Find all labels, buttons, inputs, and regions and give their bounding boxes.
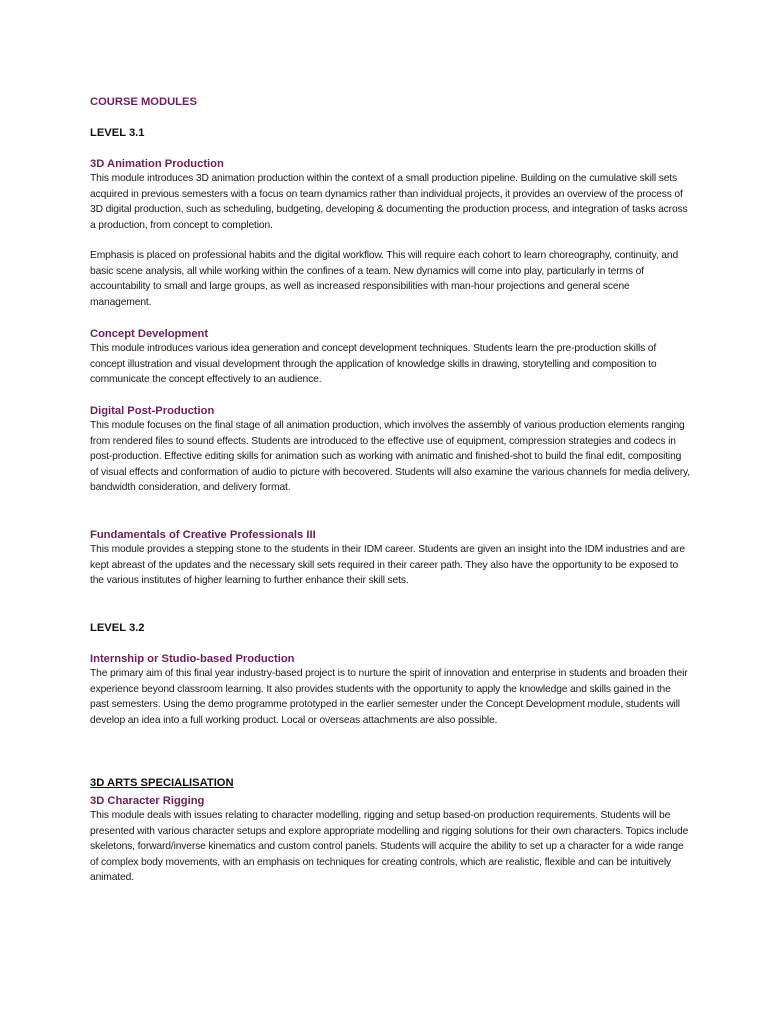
- module-title-fundamentals-creative-professionals: Fundamentals of Creative Professionals III: [90, 529, 316, 541]
- module-paragraph: This module focuses on the final stage of all animation production, which involves the assembly of various production elements ranging from rendered files to sound effects. Students are introduced to the effective use of equipment, compression strategies and codecs in post-production. Effective editing skills for animation such as working with animatic and finished-shot to build the final edit, compositing of visual effects and conformation of audio to picture with becovered. Students will also examine the various channels for media delivery, bandwidth consideration, and delivery format.: [90, 420, 690, 493]
- module-title-internship: Internship or Studio-based Production: [90, 653, 295, 665]
- level-3-1-heading: LEVEL 3.1: [90, 127, 145, 139]
- module-title-3d-character-rigging: 3D Character Rigging: [90, 795, 205, 807]
- module-title-3d-animation-production: 3D Animation Production: [90, 158, 224, 170]
- module-paragraph: This module introduces various idea generation and concept development techniques. Students learn the pre-production skills of concept illustration and visual development through the application of knowledge skills in drawing, storytelling and composition to communicate the concept effectively to an audience.: [90, 343, 657, 385]
- module-paragraph: Emphasis is placed on professional habits and the digital workflow. This will require each cohort to learn choreography, continuity, and basic scene analysis, all while working within the confines of a team. New dynamics will come into play, particularly in terms of accountability to small and large groups, as well as increased responsibilities with man-hour projections and general scene management.: [90, 250, 679, 308]
- level-3-2-heading: LEVEL 3.2: [90, 622, 145, 634]
- module-paragraph: This module provides a stepping stone to the students in their IDM career. Students are given an insight into the IDM industries and are kept abreast of the updates and the necessary skill sets required in their career path. They also have the opportunity to be exposed to the various institutes of higher learning to further enhance their skill sets.: [90, 544, 685, 586]
- course-modules-heading: COURSE MODULES: [90, 96, 197, 108]
- module-paragraph: This module introduces 3D animation production within the context of a small production pipeline. Building on the cumulative skill sets acquired in previous semesters with a focus on team dynamics rather than individual projects, it provides an overview of the process of 3D digital production, such as scheduling, budgeting, developing & documenting the production process, and integration of tasks across a production, from concept to completion.: [90, 173, 688, 231]
- module-title-concept-development: Concept Development: [90, 328, 209, 340]
- module-title-digital-post-production: Digital Post-Production: [90, 405, 215, 417]
- specialisation-heading: 3D ARTS SPECIALISATION: [90, 777, 234, 789]
- module-paragraph: The primary aim of this final year industry-based project is to nurture the spirit of innovation and enterprise in students and broaden their experience beyond classroom learning. It also provides students with the opportunity to apply the knowledge and skills gained in the past semesters. Using the demo programme prototyped in the earlier semester under the Concept Development module, students will develop an idea into a full working product. Local or overseas attachments are also possible.: [90, 668, 688, 726]
- module-paragraph: This module deals with issues relating to character modelling, rigging and setup based-on production requirements. Students will be presented with various character setups and explore appropriate modelling and rigging solutions for their own characters. Topics include skeletons, forward/inverse kinematics and custom control panels. Students will acquire the ability to set up a character for a wide range of complex body movements, with an emphasis on techniques for creating controls, which are realistic, flexible and can be intuitively animated.: [90, 810, 689, 883]
